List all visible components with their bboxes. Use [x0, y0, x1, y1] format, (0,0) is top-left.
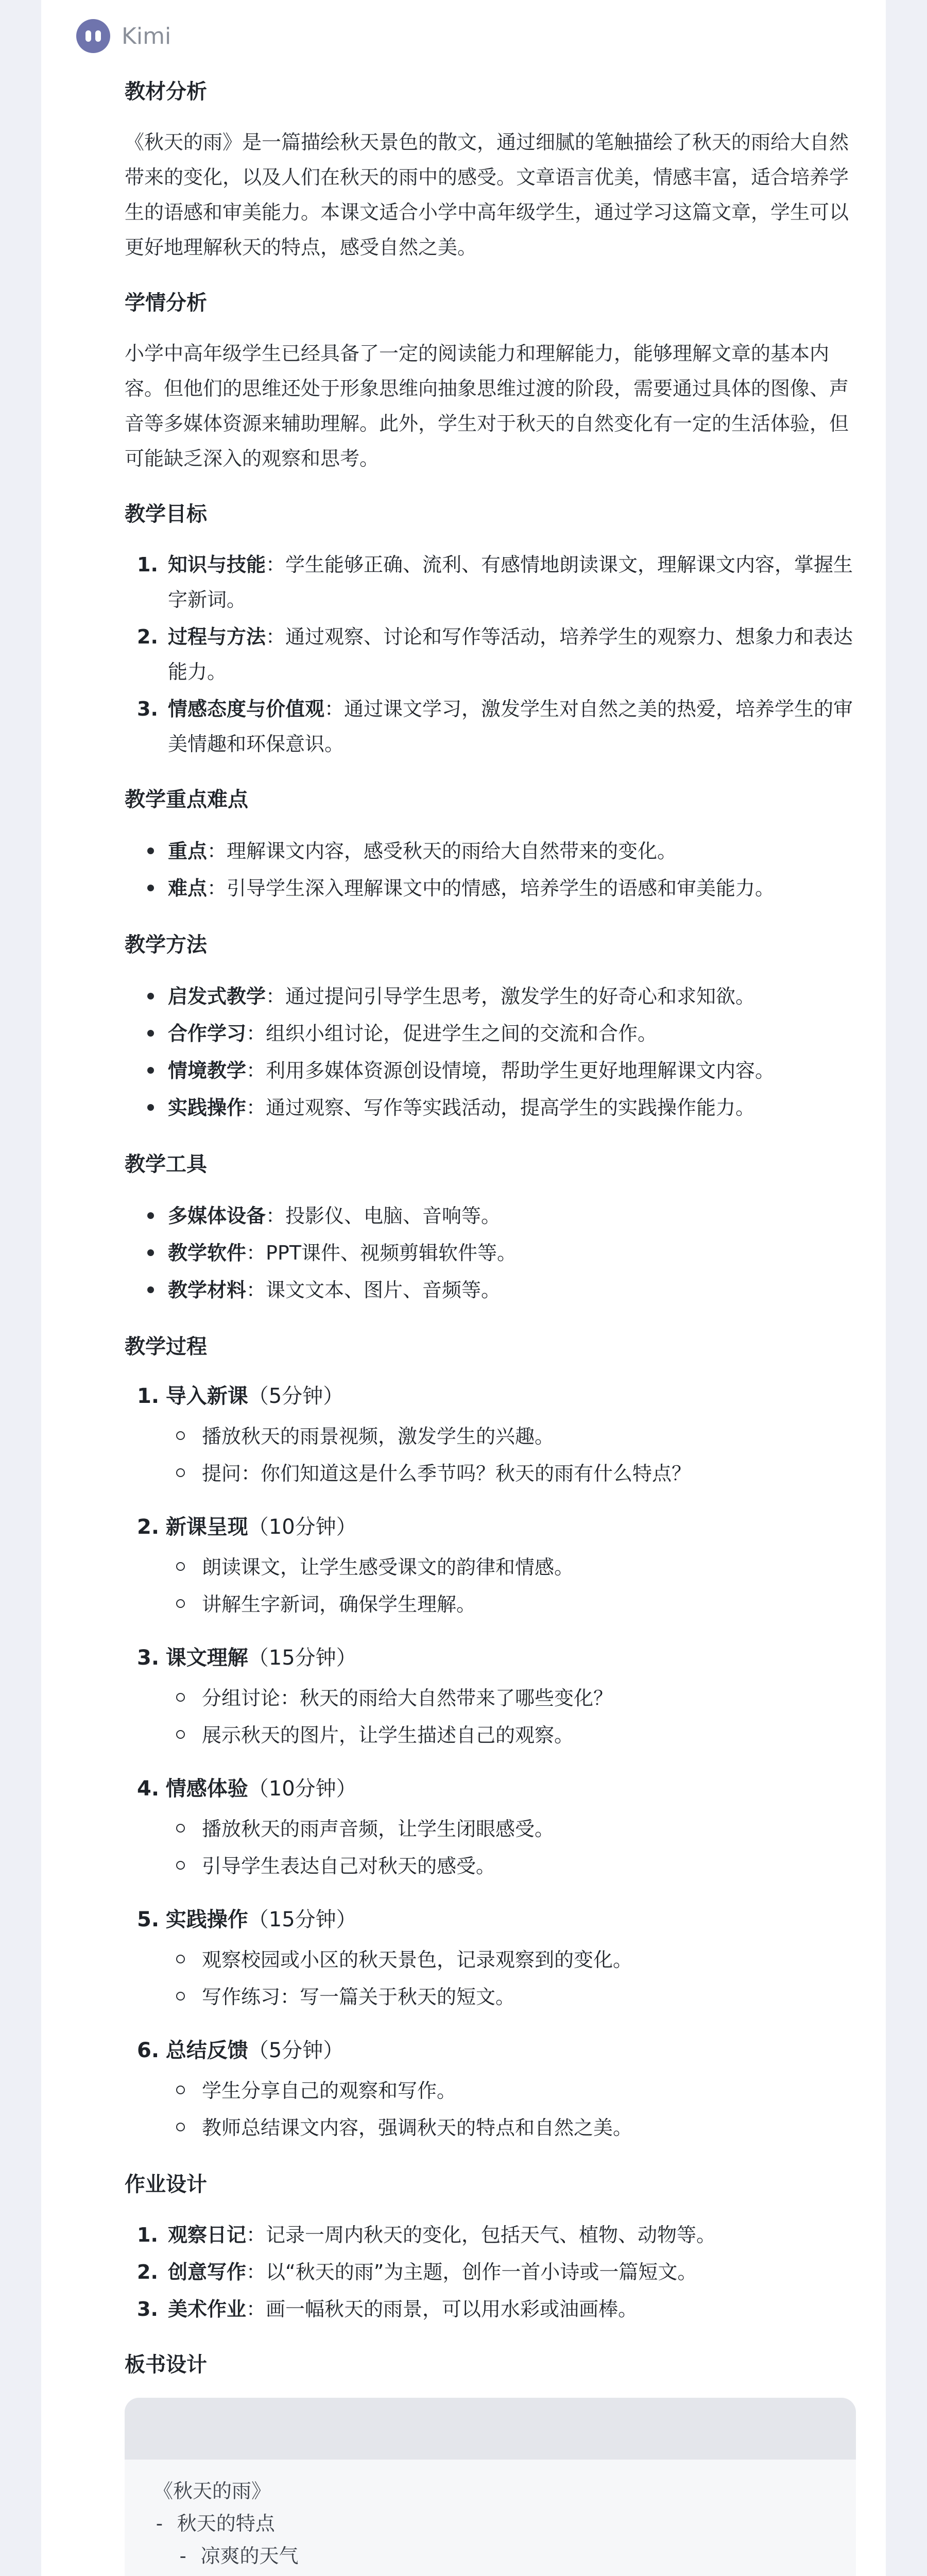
- list-item: 朗读课文，让学生感受课文的韵律和情感。: [125, 1549, 856, 1586]
- assistant-name: Kimi: [122, 23, 171, 49]
- section-heading: 作业设计: [125, 2173, 207, 2196]
- section-paragraph: 《秋天的雨》是一篇描绘秋天景色的散文，通过细腻的笔触描绘了秋天的雨给大自然带来的变化，以及人们在秋天的雨中的感受。文章语言优美，情感丰富，适合培养学生的语感和审美能力。本课文适合小学中高年级学生，通过学习这篇文章，学生可以更好地理解秋天的特点，感受自然之美。: [125, 131, 849, 259]
- code-block-toolbar: [125, 2398, 856, 2460]
- list-item: 启发式教学：通过提问引导学生思考，激发学生的好奇心和求知欲。: [125, 978, 856, 1015]
- list-item: 展示秋天的图片，让学生描述自己的观察。: [125, 1717, 856, 1754]
- section-heading: 教学重点难点: [125, 788, 248, 811]
- code-block[interactable]: [125, 2398, 856, 2576]
- section-heading: 教学过程: [125, 1335, 207, 1359]
- list-item: 学生分享自己的观察和写作。: [125, 2072, 856, 2109]
- list-item: 多媒体设备：投影仪、电脑、音响等。: [125, 1197, 856, 1234]
- code-block-content: [125, 2460, 856, 2576]
- process-step: 4. 情感体验（10分钟） 播放秋天的雨声音频，让学生闭眼感受。 引导学生表达自己对秋天的感受。: [125, 1772, 856, 1885]
- section-homework: [125, 2170, 856, 2327]
- tool-list: [125, 1197, 856, 1309]
- section-teaching-methods: [125, 930, 856, 1126]
- assistant-message: [125, 77, 856, 2576]
- section-heading: 教学方法: [125, 933, 207, 957]
- list-item: 引导学生表达自己对秋天的感受。: [125, 1848, 856, 1885]
- section-heading: 板书设计: [125, 2353, 207, 2377]
- section-paragraph: 小学中高年级学生已经具备了一定的阅读能力和理解能力，能够理解文章的基本内容。但他们的思维还处于形象思维向抽象思维过渡的阶段，需要通过具体的图像、声音等多媒体资源来辅助理解。此外，学生对于秋天的自然变化有一定的生活体验，但可能缺乏深入的观察和思考。: [125, 342, 849, 470]
- list-item: 2. 创意写作：以“秋天的雨”为主题，创作一首小诗或一篇短文。: [137, 2261, 697, 2283]
- list-item: 情境教学：利用多媒体资源创设情境，帮助学生更好地理解课文内容。: [125, 1052, 856, 1089]
- chat-panel: [41, 0, 886, 2576]
- code-line: - 秋天的特点: [153, 2512, 275, 2535]
- list-item: 教师总结课文内容，强调秋天的特点和自然之美。: [125, 2109, 856, 2146]
- homework-list: [125, 2217, 856, 2327]
- section-student-analysis: [125, 289, 856, 476]
- keypoint-list: [125, 833, 856, 907]
- list-item: 写作练习：写一篇关于秋天的短文。: [125, 1978, 856, 2015]
- list-item: 播放秋天的雨景视频，激发学生的兴趣。: [125, 1418, 856, 1455]
- goal-list: [125, 547, 856, 761]
- process-step: 3. 课文理解（15分钟） 分组讨论：秋天的雨给大自然带来了哪些变化？ 展示秋天的图片，让学生描述自己的观察。: [125, 1641, 856, 1754]
- code-line: 《秋天的雨》: [153, 2480, 271, 2502]
- list-item: 合作学习：组织小组讨论，促进学生之间的交流和合作。: [125, 1015, 856, 1052]
- section-heading: 教材分析: [125, 80, 207, 104]
- list-item: 提问：你们知道这是什么季节吗？秋天的雨有什么特点？: [125, 1455, 856, 1492]
- section-heading: 教学目标: [125, 502, 207, 526]
- section-heading: 学情分析: [125, 291, 207, 315]
- list-item: 重点：理解课文内容，感受秋天的雨给大自然带来的变化。: [125, 833, 856, 870]
- list-item: 1. 知识与技能：学生能够正确、流利、有感情地朗读课文，理解课文内容，掌握生字新词。: [137, 553, 853, 611]
- list-item: 教学材料：课文文本、图片、音频等。: [125, 1272, 856, 1309]
- list-item: 3. 情感态度与价值观：通过课文学习，激发学生对自然之美的热爱，培养学生的审美情趣和环保意识。: [137, 698, 853, 755]
- list-item: 讲解生字新词，确保学生理解。: [125, 1586, 856, 1623]
- list-item: 播放秋天的雨声音频，让学生闭眼感受。: [125, 1810, 856, 1848]
- code-line: [153, 2572, 827, 2576]
- section-teaching-tools: [125, 1150, 856, 1309]
- process-step: 1. 导入新课（5分钟） 播放秋天的雨景视频，激发学生的兴趣。 提问：你们知道这是什么季节吗？秋天的雨有什么特点？: [125, 1380, 856, 1492]
- section-heading: 教学工具: [125, 1153, 207, 1176]
- list-item: 分组讨论：秋天的雨给大自然带来了哪些变化？: [125, 1680, 856, 1717]
- process-step: 6. 总结反馈（5分钟） 学生分享自己的观察和写作。 教师总结课文内容，强调秋天的特点和自然之美。: [125, 2034, 856, 2146]
- list-item: 2. 过程与方法：通过观察、讨论和写作等活动，培养学生的观察力、想象力和表达能力。: [137, 625, 853, 683]
- section-textbook-analysis: [125, 77, 856, 265]
- assistant-header: [76, 18, 171, 55]
- list-item: 教学软件：PPT课件、视频剪辑软件等。: [125, 1234, 856, 1272]
- kimi-avatar-icon: [76, 19, 110, 53]
- code-line: - 凉爽的天气: [153, 2545, 299, 2567]
- method-list: [125, 978, 856, 1126]
- section-key-points: [125, 785, 856, 907]
- section-teaching-process: [125, 1332, 856, 2146]
- section-board-design: [125, 2350, 856, 2576]
- list-item: 实践操作：通过观察、写作等实践活动，提高学生的实践操作能力。: [125, 1089, 856, 1126]
- section-teaching-goals: [125, 500, 856, 761]
- process-step: 5. 实践操作（15分钟） 观察校园或小区的秋天景色，记录观察到的变化。 写作练习：写一篇关于秋天的短文。: [125, 1903, 856, 2015]
- list-item: 难点：引导学生深入理解课文中的情感，培养学生的语感和审美能力。: [125, 870, 856, 907]
- list-item: 观察校园或小区的秋天景色，记录观察到的变化。: [125, 1941, 856, 1978]
- list-item: 1. 观察日记：记录一周内秋天的变化，包括天气、植物、动物等。: [137, 2224, 716, 2246]
- process-step: 2. 新课呈现（10分钟） 朗读课文，让学生感受课文的韵律和情感。 讲解生字新词，确保学生理解。: [125, 1511, 856, 1623]
- list-item: 3. 美术作业：画一幅秋天的雨景，可以用水彩或油画棒。: [137, 2298, 638, 2320]
